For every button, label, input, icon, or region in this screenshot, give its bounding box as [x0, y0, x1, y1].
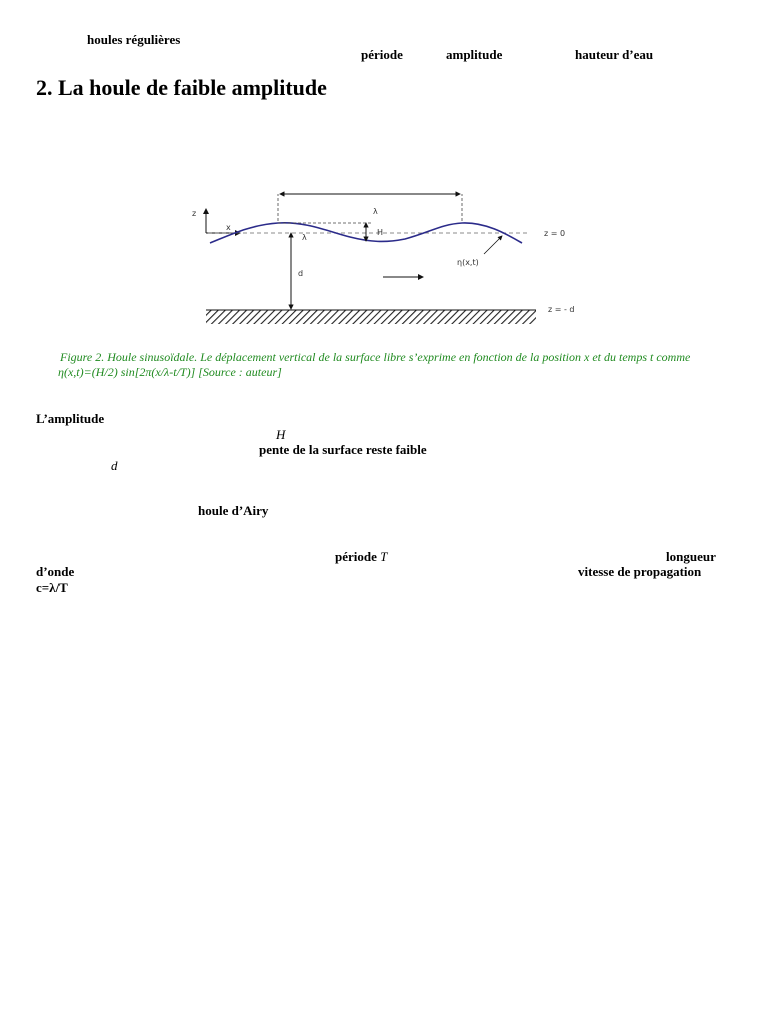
- term-donde: d’onde: [36, 564, 75, 579]
- symbol-H: H: [276, 427, 286, 442]
- term-hauteur-eau: hauteur d’eau: [575, 47, 654, 62]
- figure-caption: [60, 350, 720, 380]
- seabed: [206, 310, 536, 324]
- wavelength-label: λ: [373, 207, 378, 216]
- eta-label: η(x,t): [457, 258, 479, 267]
- term-longueur: longueur: [666, 549, 716, 564]
- formula-celerity: c=λ/T: [36, 580, 68, 595]
- small-lambda-label: λ: [302, 233, 307, 242]
- height-label: H: [377, 228, 384, 237]
- wave-figure: [180, 185, 590, 335]
- symbol-d: d: [111, 458, 118, 473]
- term-amplitude-heading: L’amplitude: [36, 411, 105, 426]
- caption-line-2: η(x,t)=(H/2) sin[2π(x/λ-t/T)] [Source : auteur]: [58, 365, 282, 379]
- x-axis-label: x: [226, 223, 231, 232]
- depth-label: d: [298, 269, 304, 278]
- periode-text: période: [335, 549, 381, 564]
- term-houle-airy: houle d’Airy: [198, 503, 269, 518]
- term-pente: pente de la surface reste faible: [259, 442, 427, 457]
- z-axis-label: z: [192, 209, 197, 218]
- term-periode-T: [335, 549, 387, 565]
- term-periode: période: [361, 47, 403, 62]
- section-title: 2. La houle de faible amplitude: [36, 75, 327, 100]
- caption-line-1: Figure 2. Houle sinusoïdale. Le déplacement vertical de la surface libre s’exprime en fonction de la position x et du temps t comme: [60, 350, 691, 364]
- symbol-T: T: [380, 549, 388, 564]
- term-houles-regulieres: houles régulières: [87, 32, 181, 47]
- zd-label: z = - d: [548, 305, 575, 314]
- term-amplitude: amplitude: [446, 47, 503, 62]
- z0-label: z = 0: [544, 229, 566, 238]
- term-vitesse: vitesse de propagation: [578, 564, 702, 579]
